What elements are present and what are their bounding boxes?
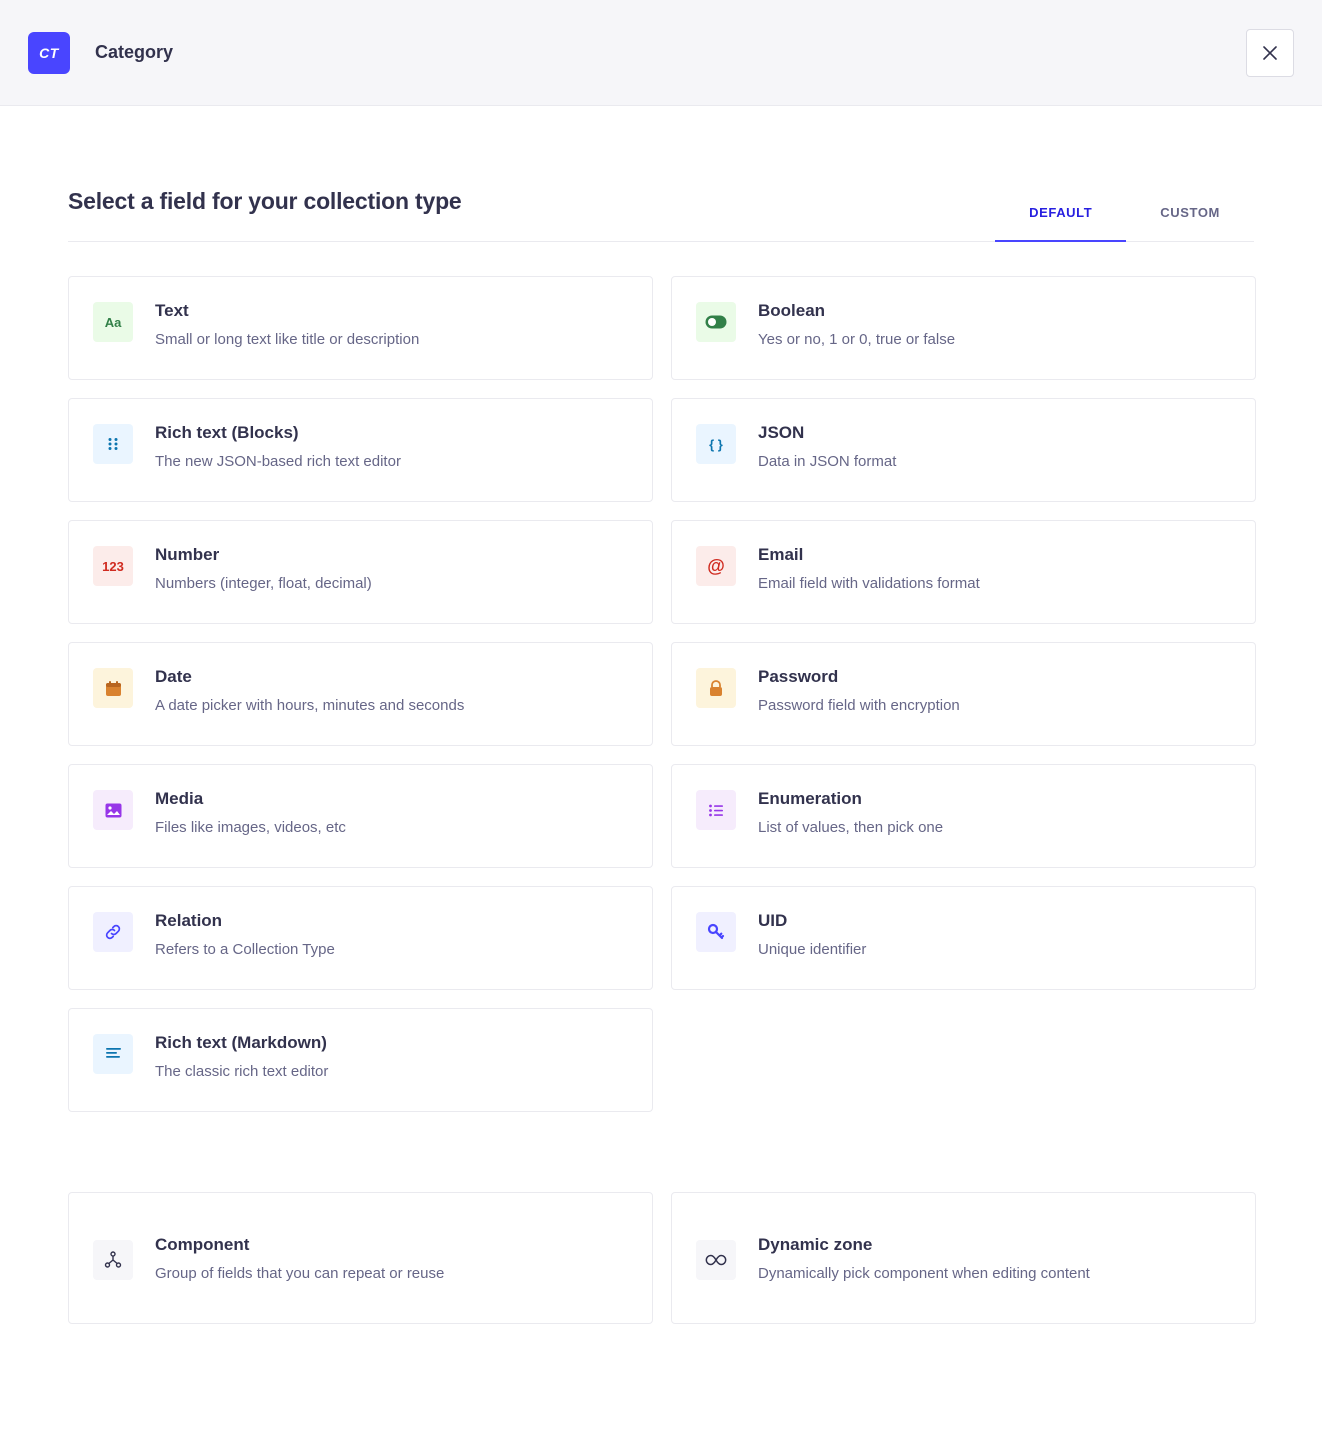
field-card-desc: Dynamically pick component when editing content <box>758 1264 1090 1282</box>
field-card-desc: Numbers (integer, float, decimal) <box>155 575 372 592</box>
field-card-title: Component <box>155 1234 250 1254</box>
field-card-title: JSON <box>758 423 805 442</box>
toggle-icon <box>696 302 736 342</box>
section-title: Select a field for your collection type <box>68 188 462 214</box>
field-card-email[interactable] <box>671 520 1256 624</box>
field-card-relation[interactable] <box>68 886 653 990</box>
blocks-icon <box>93 424 133 464</box>
field-card-desc: A date picker with hours, minutes and seconds <box>155 697 465 714</box>
text-aa-icon <box>93 302 133 342</box>
link-icon <box>93 912 133 952</box>
image-icon <box>93 790 133 830</box>
component-nodes-icon <box>93 1240 133 1280</box>
field-type-grid <box>68 276 1254 1112</box>
field-card-desc: Group of fields that you can repeat or reuse <box>155 1264 445 1282</box>
field-card-title: Date <box>155 667 192 686</box>
field-card-dynamic-zone[interactable] <box>671 1192 1256 1324</box>
tab-default[interactable]: DEFAULT <box>995 205 1126 241</box>
field-card-uid[interactable] <box>671 886 1256 990</box>
close-icon <box>1263 46 1277 60</box>
section-divider-space <box>68 1112 1254 1192</box>
key-icon <box>696 912 736 952</box>
field-card-desc: Unique identifier <box>758 941 867 958</box>
field-card-desc: The classic rich text editor <box>155 1063 329 1080</box>
at-sign-icon <box>696 546 736 586</box>
field-card-password[interactable] <box>671 642 1256 746</box>
grid-empty-cell <box>671 1008 1256 1112</box>
field-card-desc: Small or long text like title or description <box>155 331 420 348</box>
field-card-title: Rich text (Blocks) <box>155 423 299 442</box>
field-card-title: Media <box>155 789 204 808</box>
field-card-enumeration[interactable] <box>671 764 1256 868</box>
markdown-lines-icon <box>93 1034 133 1074</box>
field-card-rich-text-markdown[interactable] <box>68 1008 653 1112</box>
field-card-title: Number <box>155 545 220 564</box>
infinity-icon <box>696 1240 736 1280</box>
field-card-desc: Password field with encryption <box>758 697 960 714</box>
modal-body <box>0 106 1322 1324</box>
field-card-component[interactable] <box>68 1192 653 1324</box>
field-card-date[interactable] <box>68 642 653 746</box>
field-card-desc: Data in JSON format <box>758 453 897 470</box>
field-card-boolean[interactable] <box>671 276 1256 380</box>
at-sign-icon-label: @ <box>707 555 725 576</box>
modal-header <box>0 0 1322 106</box>
field-card-title: Email <box>758 545 804 564</box>
tab-custom[interactable]: CUSTOM <box>1160 205 1220 220</box>
close-button[interactable] <box>1246 29 1294 77</box>
field-card-rich-text-blocks[interactable] <box>68 398 653 502</box>
field-card-desc: Files like images, videos, etc <box>155 819 346 836</box>
field-card-number[interactable] <box>68 520 653 624</box>
field-card-desc: The new JSON-based rich text editor <box>155 453 401 470</box>
braces-icon <box>696 424 736 464</box>
list-icon <box>696 790 736 830</box>
number-123-icon <box>93 546 133 586</box>
field-card-title: Dynamic zone <box>758 1234 873 1254</box>
field-card-title: Boolean <box>758 301 826 320</box>
field-card-json[interactable] <box>671 398 1256 502</box>
special-field-grid <box>68 1192 1254 1324</box>
calendar-icon <box>93 668 133 708</box>
field-card-desc: Email field with validations format <box>758 575 980 592</box>
tab-list <box>995 205 1254 241</box>
section-header <box>68 106 1254 242</box>
text-aa-icon-label: Aa <box>104 314 122 330</box>
field-card-title: UID <box>758 911 788 930</box>
field-card-desc: Refers to a Collection Type <box>155 941 335 958</box>
number-123-icon-label: 123 <box>102 558 124 574</box>
field-card-title: Password <box>758 667 839 686</box>
lock-icon <box>696 668 736 708</box>
field-card-desc: Yes or no, 1 or 0, true or false <box>758 331 956 348</box>
braces-icon-label: { } <box>709 436 723 452</box>
field-card-title: Text <box>155 301 189 320</box>
collection-type-badge: CT <box>28 32 70 74</box>
field-card-media[interactable] <box>68 764 653 868</box>
page-title: Category <box>95 42 174 62</box>
field-card-title: Rich text (Markdown) <box>155 1033 327 1052</box>
field-card-title: Relation <box>155 911 223 930</box>
field-card-desc: List of values, then pick one <box>758 819 944 836</box>
field-card-title: Enumeration <box>758 789 862 808</box>
field-card-text[interactable] <box>68 276 653 380</box>
